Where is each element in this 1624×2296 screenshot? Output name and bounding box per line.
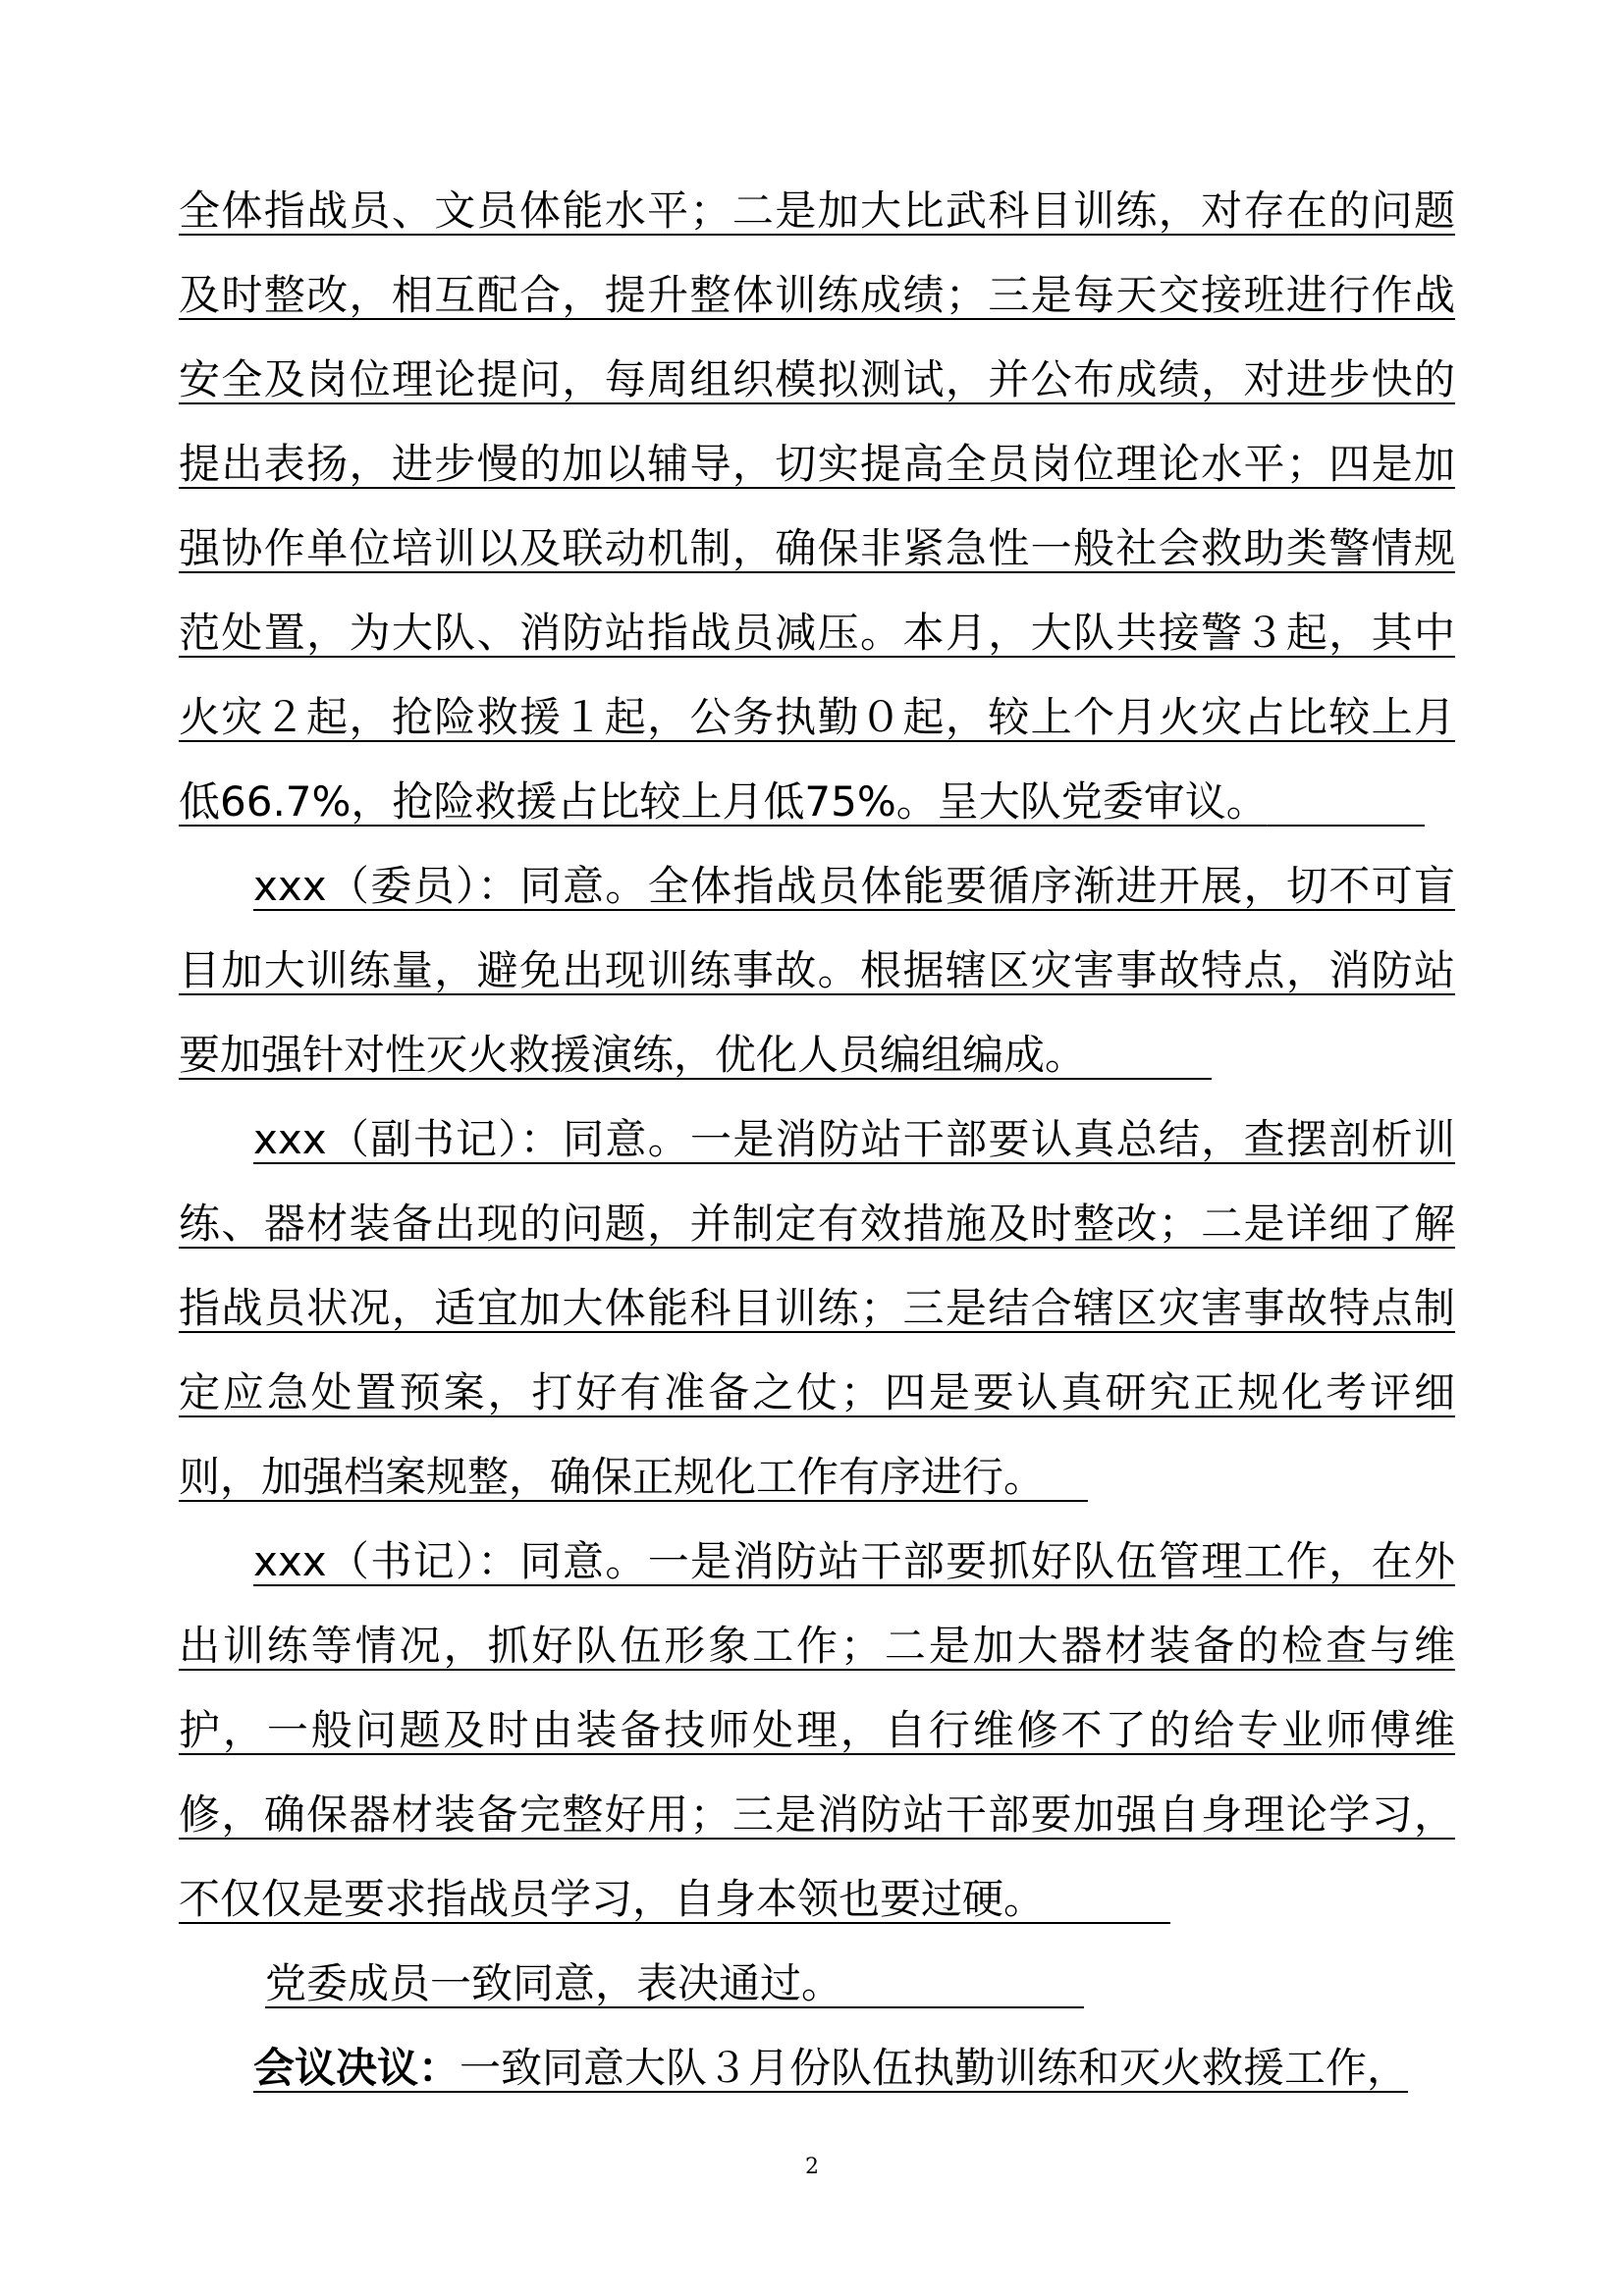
paragraph-text: xxx（副书记）：同意。一是消防站干部要认真总结，查摆剖析训练、器材装备出现的问题，并制定有效措施及时整改；二是详细了解指战员状况，适宜加大体能科目训练；三是结合辖区灾害事故特点制定应急处置预案，打好有准备之仗；四是要认真研究正规化考评细则，加强档案规整，确保正规化工作有序进行。	[179, 1115, 1455, 1501]
resolution-text: 一致同意大队３月份队伍执勤训练和灭火救援工作，	[460, 2044, 1409, 2092]
underline-filler	[1268, 824, 1425, 827]
underline-filler	[1086, 1077, 1212, 1080]
paragraph-text: 党委成员一致同意，表决通过。	[265, 1959, 843, 2007]
paragraph-resolution	[179, 2026, 1455, 2110]
resolution-label: 会议决议：	[253, 2044, 460, 2092]
underline-filler	[842, 2005, 1084, 2008]
paragraph-text: 全体指战员、文员体能水平；二是加大比武科目训练，对存在的问题及时整改，相互配合，提升整体训练成绩；三是每天交接班进行作战安全及岗位理论提问，每周组织模拟测试，并公布成绩，对进步快的提出表扬，进步慢的加以辅导，切实提高全员岗位理论水平；四是加强协作单位培训以及联动机制，确保非紧急性一般社会救助类警情规范处置，为大队、消防站指战员减压。本月，大队共接警３起，其中火灾２起，抢险救援１起，公务执勤０起，较上个月火灾占比较上月低66.7%，抢险救援占比较上月低75%。呈大队党委审议。	[179, 187, 1455, 826]
paragraph-secretary-comment	[179, 1520, 1455, 1942]
paragraph-text: xxx（书记）：同意。一是消防站干部要抓好队伍管理工作，在外出训练等情况，抓好队伍形象工作；二是加大器材装备的检查与维护，一般问题及时由装备技师处理，自行维修不了的给专业师傅维修，确保器材装备完整好用；三是消防站干部要加强自身理论学习，不仅仅是要求指战员学习，自身本领也要过硬。	[179, 1537, 1455, 1923]
document-body	[179, 169, 1455, 2110]
underline-filler	[1045, 1499, 1088, 1502]
underline-filler	[1045, 1921, 1170, 1924]
paragraph-deputy-secretary-comment	[179, 1097, 1455, 1520]
paragraph-member-comment	[179, 844, 1455, 1097]
paragraph-vote-result	[179, 1942, 1455, 2026]
paragraph-text: xxx（委员）：同意。全体指战员体能要循序渐进开展，切不可盲目加大训练量，避免出现训练事故。根据辖区灾害事故特点，消防站要加强针对性灭火救援演练，优化人员编组编成。	[179, 862, 1455, 1079]
page-number: 2	[805, 2155, 819, 2179]
paragraph-training-summary	[179, 169, 1455, 844]
